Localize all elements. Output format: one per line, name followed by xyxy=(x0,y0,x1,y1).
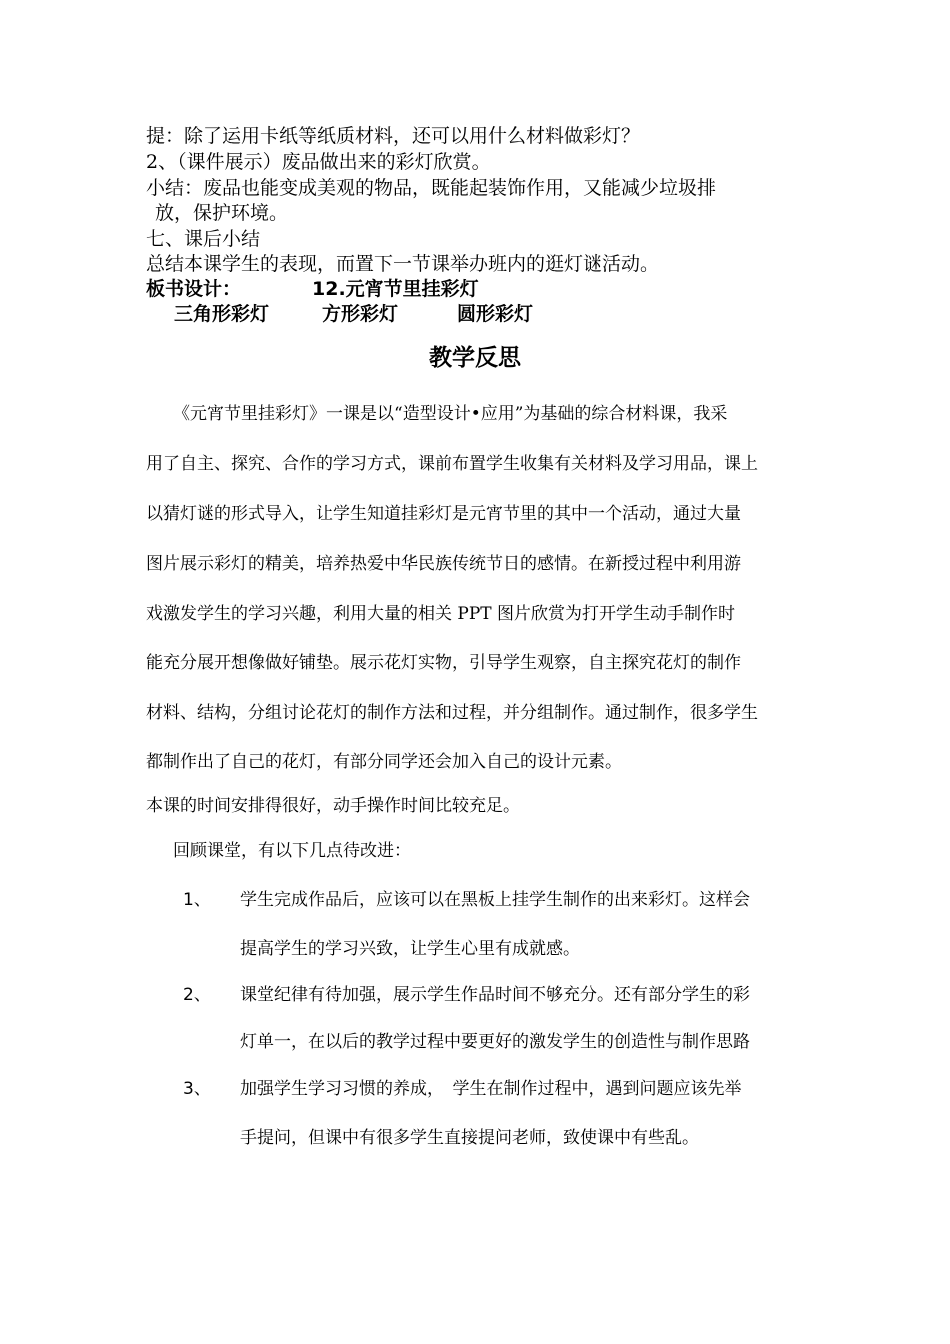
reflection-line: 图片展示彩灯的精美，培养热爱中华民族传统节日的感情。在新授过程中利用游 xyxy=(146,554,741,574)
plan-question-line: 提：除了运用卡纸等纸质材料，还可以用什么材料做彩灯？ xyxy=(146,125,641,147)
reflection-line: 材料、结构，分组讨论花灯的制作方法和过程，并分组制作。通过制作，很多学生 xyxy=(146,703,758,723)
plan-conclusion-line: 总结本课学生的表现，而置下一节课举办班内的逛灯谜活动。 xyxy=(146,253,660,275)
improvement-text: 加强学生学习习惯的养成， 学生在制作过程中，遇到问题应该先举 xyxy=(240,1079,742,1099)
reflection-line: 用了自主、探究、合作的学习方式，课前布置学生收集有关材料及学习用品，课上 xyxy=(146,454,758,474)
improvement-number: 1、 xyxy=(183,890,211,910)
board-label: 板书设计： xyxy=(146,278,242,300)
time-note: 本课的时间安排得很好，动手操作时间比较充足。 xyxy=(146,796,520,816)
board-item-triangle: 三角形彩灯 xyxy=(174,303,270,325)
improvement-text: 课堂纪律有待加强，展示学生作品时间不够充分。还有部分学生的彩 xyxy=(240,985,750,1005)
improvement-text-cont: 手提问，但课中有很多学生直接提问老师，致使课中有些乱。 xyxy=(240,1128,699,1148)
reflection-line: 都制作出了自己的花灯，有部分同学还会加入自己的设计元素。 xyxy=(146,752,622,772)
reflection-line: 戏激发学生的学习兴趣，利用大量的相关 PPT 图片欣赏为打开学生动手制作时 xyxy=(146,604,736,624)
improvement-text-cont: 提高学生的学习兴致，让学生心里有成就感。 xyxy=(240,939,580,959)
plan-summary-line: 小结：废品也能变成美观的物品，既能起装饰作用，又能减少垃圾排 xyxy=(146,177,717,199)
improvement-number: 2、 xyxy=(183,985,211,1005)
review-intro: 回顾课堂，有以下几点待改进： xyxy=(173,841,411,861)
plan-summary-cont: 放，保护环境。 xyxy=(155,202,289,224)
improvement-number: 3、 xyxy=(183,1079,211,1099)
reflection-line: 《元宵节里挂彩灯》一课是以“造型设计•应用”为基础的综合材料课，我采 xyxy=(173,404,728,424)
board-title: 12.元宵节里挂彩灯 xyxy=(312,278,479,300)
plan-section-heading: 七、课后小结 xyxy=(146,228,261,250)
board-item-square: 方形彩灯 xyxy=(322,303,399,325)
reflection-line: 以猜灯谜的形式导入，让学生知道挂彩灯是元宵节里的其中一个活动，通过大量 xyxy=(146,504,741,524)
reflection-title: 教学反思 xyxy=(429,345,521,371)
improvement-text-cont: 灯单一，在以后的教学过程中要更好的激发学生的创造性与制作思路 xyxy=(240,1032,750,1052)
improvement-text: 学生完成作品后，应该可以在黑板上挂学生制作的出来彩灯。这样会 xyxy=(240,890,750,910)
plan-step-line: 2、（课件展示）废品做出来的彩灯欣赏。 xyxy=(146,151,491,173)
board-item-circle: 圆形彩灯 xyxy=(457,303,534,325)
reflection-line: 能充分展开想像做好铺垫。展示花灯实物，引导学生观察，自主探究花灯的制作 xyxy=(146,653,741,673)
